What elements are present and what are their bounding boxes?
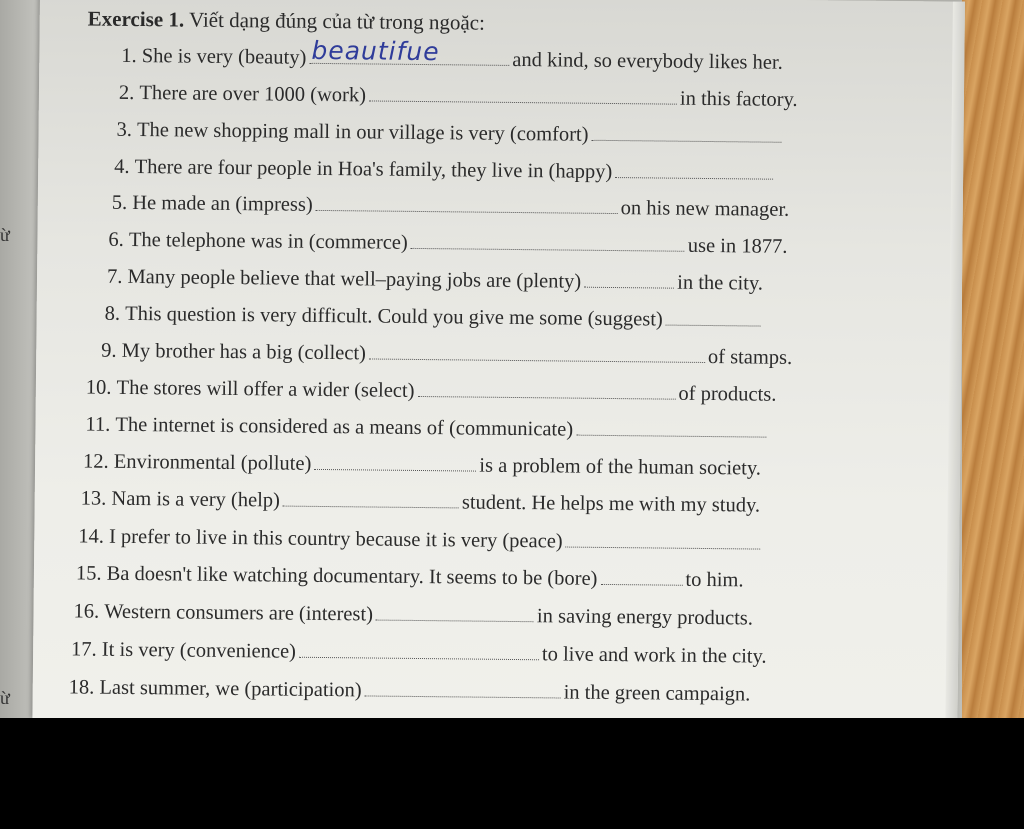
exercise-item xyxy=(105,303,764,333)
exercise-item xyxy=(119,82,798,112)
item-text-before: My brother has a big (collect) xyxy=(121,339,367,365)
answer-blank[interactable] xyxy=(314,468,476,472)
exercise-item xyxy=(78,525,764,555)
item-number: 18. xyxy=(68,676,95,699)
exercise-item xyxy=(71,638,767,668)
item-number: 4. xyxy=(114,155,130,178)
item-text-before: Last summer, we (participation) xyxy=(99,676,362,702)
exercise-item xyxy=(101,340,792,370)
answer-blank[interactable] xyxy=(365,694,561,698)
answer-blank[interactable] xyxy=(417,395,675,400)
item-text-before: He made an (impress) xyxy=(132,191,313,216)
margin-fragment: ừ xyxy=(0,225,10,245)
answer-blank[interactable] xyxy=(411,247,685,252)
answer-blank[interactable] xyxy=(316,209,618,214)
answer-blank[interactable] xyxy=(566,546,761,550)
worksheet-page xyxy=(32,0,965,718)
item-text-after: is a problem of the human society. xyxy=(479,454,762,480)
item-text-after: in the city. xyxy=(677,271,764,295)
exercise-item xyxy=(76,562,744,592)
item-number: 16. xyxy=(73,600,100,623)
exercise-item xyxy=(114,156,776,186)
item-text-before: She is very (beauty) xyxy=(141,45,307,69)
exercise-item xyxy=(107,266,763,296)
item-text-before: Ba doesn't like watching documentary. It seems to be (bore) xyxy=(106,562,598,590)
black-letterbox xyxy=(0,718,1024,829)
exercise-item xyxy=(108,229,787,259)
exercise-item xyxy=(116,119,784,149)
answer-blank[interactable] xyxy=(600,583,682,586)
item-number: 13. xyxy=(80,487,107,510)
item-number: 2. xyxy=(118,81,135,104)
exercise-item xyxy=(112,192,790,222)
exercise-item xyxy=(121,35,783,75)
wooden-table xyxy=(962,0,1024,718)
exercise-title xyxy=(88,7,485,36)
answer-blank[interactable] xyxy=(584,286,674,289)
item-text-before: Nam is a very (help) xyxy=(111,487,281,512)
item-number: 6. xyxy=(108,228,124,251)
item-number: 17. xyxy=(71,638,97,661)
answer-blank[interactable] xyxy=(576,434,766,438)
handwritten-answer: beautifue xyxy=(311,35,440,67)
answer-blank[interactable] xyxy=(666,324,761,327)
item-text-before: The telephone was in (commerce) xyxy=(128,228,408,254)
exercise-item xyxy=(86,377,777,407)
item-number: 5. xyxy=(111,191,128,214)
exercise-item xyxy=(83,450,761,480)
item-text-after: of products. xyxy=(678,382,777,406)
item-text-before: The internet is considered as a means of (communicate) xyxy=(115,413,574,441)
answer-blank[interactable] xyxy=(283,505,459,509)
exercise-item xyxy=(81,487,761,517)
item-text-before: The new shopping mall in our village is very (comfort) xyxy=(136,119,589,146)
item-number: 1. xyxy=(121,44,137,68)
exercise-item xyxy=(73,600,753,630)
item-text-after: student. He helps me with my study. xyxy=(461,491,761,517)
item-number: 11. xyxy=(85,413,111,436)
item-text-after: on his new manager. xyxy=(620,197,790,221)
answer-blank[interactable] xyxy=(299,656,539,661)
answer-blank[interactable] xyxy=(369,99,677,104)
answer-blank[interactable] xyxy=(369,357,705,363)
exercise-item xyxy=(85,414,769,444)
item-text-after: in saving energy products. xyxy=(536,605,754,630)
answer-blank[interactable] xyxy=(615,176,773,180)
answer-blank[interactable] xyxy=(591,139,781,143)
item-text-after: to him. xyxy=(685,568,744,592)
exercise-item xyxy=(69,676,751,706)
item-text-before: I prefer to live in this country because it is very (peace) xyxy=(108,525,563,553)
item-number: 7. xyxy=(106,265,123,288)
item-number: 15. xyxy=(75,562,102,585)
answer-blank[interactable] xyxy=(376,619,534,623)
item-text-before: There are four people in Hoa's family, they live in (happy) xyxy=(134,156,613,184)
item-number: 9. xyxy=(101,339,117,362)
item-text-before: It is very (convenience) xyxy=(101,638,297,663)
item-text-before: This question is very difficult. Could you give me some (suggest) xyxy=(125,302,663,331)
item-number: 12. xyxy=(82,450,109,473)
item-text-after: in this factory. xyxy=(679,87,798,111)
item-text-before: There are over 1000 (work) xyxy=(139,82,367,107)
item-text-after: and kind, so everybody likes her. xyxy=(512,48,783,74)
margin-fragment: ừ xyxy=(0,688,10,708)
item-text-after: to live and work in the city. xyxy=(541,643,767,668)
answer-blank[interactable] xyxy=(309,35,509,67)
exercise-number: Exercise 1. xyxy=(87,6,185,32)
exercise-instruction: Viết dạng đúng của từ trong ngoặc: xyxy=(188,7,486,35)
item-text-after: of stamps. xyxy=(707,346,793,369)
item-text-after: in the green campaign. xyxy=(563,681,751,706)
item-text-before: The stores will offer a wider (select) xyxy=(116,376,415,402)
item-text-before: Western consumers are (interest) xyxy=(104,600,374,626)
item-number: 3. xyxy=(116,118,133,141)
item-number: 10. xyxy=(85,376,112,399)
item-number: 14. xyxy=(78,525,105,548)
item-text-before: Environmental (pollute) xyxy=(113,450,312,475)
item-text-before: Many people believe that well–paying jobs are (plenty) xyxy=(127,265,582,293)
item-number: 8. xyxy=(104,302,121,325)
item-text-after: use in 1877. xyxy=(687,234,788,258)
